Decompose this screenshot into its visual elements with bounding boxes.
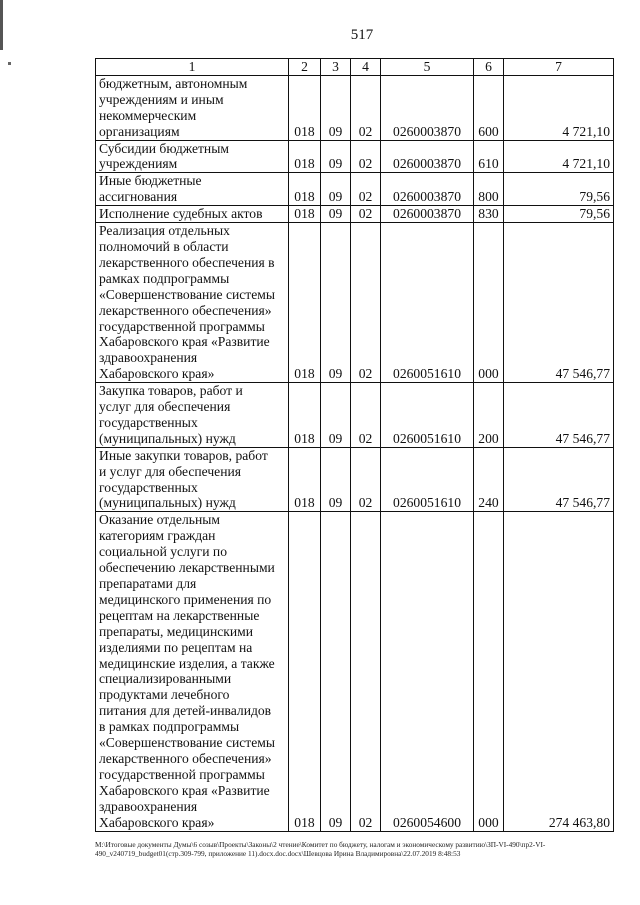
description-line: Субсидии бюджетным — [99, 140, 229, 156]
expense-type-code: 800 — [474, 173, 504, 206]
table-row — [96, 140, 614, 173]
admin-code: 018 — [289, 173, 321, 206]
row-description — [96, 206, 289, 223]
amount-value: 79,56 — [504, 173, 614, 206]
admin-code: 018 — [289, 383, 321, 448]
description-line: «Совершенствование системы — [99, 286, 276, 302]
amount-value: 47 546,77 — [504, 447, 614, 512]
section-code: 09 — [321, 447, 351, 512]
table-header-row — [96, 59, 614, 76]
row-description — [96, 512, 289, 831]
description-line: Хабаровского края» — [99, 366, 215, 382]
table-row — [96, 173, 614, 206]
subsection-code: 02 — [351, 173, 381, 206]
amount-value: 47 546,77 — [504, 223, 614, 383]
description-line: Закупка товаров, работ и — [99, 383, 243, 399]
amount-value: 4 721,10 — [504, 140, 614, 173]
admin-code: 018 — [289, 447, 321, 512]
admin-code: 018 — [289, 140, 321, 173]
row-description — [96, 447, 289, 512]
description-line: организациям — [99, 123, 180, 139]
description-line: (муниципальных) нужд — [99, 495, 236, 511]
description-line: Реализация отдельных — [99, 223, 230, 239]
admin-code: 018 — [289, 206, 321, 223]
description-line: услуг для обеспечения — [99, 399, 231, 415]
description-line: Хабаровского края» — [99, 814, 215, 830]
target-article-code: 0260051610 — [381, 223, 474, 383]
description-line: и услуг для обеспечения — [99, 463, 241, 479]
description-line: Хабаровского края «Развитие — [99, 782, 270, 798]
amount-value: 79,56 — [504, 206, 614, 223]
description-line: категориям граждан — [99, 528, 216, 544]
description-line: Иные бюджетные — [99, 173, 202, 189]
budget-table — [95, 58, 614, 832]
description-line: ассигнования — [99, 189, 178, 205]
page-number: 517 — [350, 27, 374, 43]
column-header: 6 — [474, 59, 504, 76]
column-header: 2 — [289, 59, 321, 76]
description-line: учреждениям — [99, 156, 178, 172]
expense-type-code: 610 — [474, 140, 504, 173]
description-line: рецептам на лекарственные — [99, 607, 260, 623]
section-code: 09 — [321, 512, 351, 831]
subsection-code: 02 — [351, 383, 381, 448]
table-row — [96, 75, 614, 140]
target-article-code: 0260054600 — [381, 512, 474, 831]
description-line: некоммерческим — [99, 107, 197, 123]
section-code: 09 — [321, 140, 351, 173]
description-line: лекарственного обеспечения» — [99, 750, 272, 766]
expense-type-code: 000 — [474, 512, 504, 831]
section-code: 09 — [321, 383, 351, 448]
column-header: 1 — [96, 59, 289, 76]
footer-line: М:\Итоговые документы Думы\6 созыв\Проекты\Законы\2 чтение\Комитет по бюджету, налогам и экономическому развитию\ЗП-VI-490\пр2-VI- — [95, 840, 546, 849]
description-line: лекарственного обеспечения в — [99, 254, 275, 270]
subsection-code: 02 — [351, 512, 381, 831]
document-footer-path — [95, 840, 615, 858]
description-line: государственных — [99, 414, 198, 430]
column-header: 7 — [504, 59, 614, 76]
description-line: продуктами лечебного — [99, 687, 230, 703]
description-line: медицинского применения по — [99, 591, 272, 607]
row-description — [96, 223, 289, 383]
section-code: 09 — [321, 223, 351, 383]
amount-value: 4 721,10 — [504, 75, 614, 140]
description-line: здравоохранения — [99, 798, 198, 814]
expense-type-code: 830 — [474, 206, 504, 223]
section-code: 09 — [321, 206, 351, 223]
description-line: специализированными — [99, 671, 232, 687]
expense-type-code: 240 — [474, 447, 504, 512]
column-header: 3 — [321, 59, 351, 76]
table-row — [96, 512, 614, 831]
subsection-code: 02 — [351, 447, 381, 512]
table-body — [96, 75, 614, 831]
description-line: «Совершенствование системы — [99, 735, 276, 751]
target-article-code: 0260003870 — [381, 75, 474, 140]
row-description — [96, 140, 289, 173]
row-description — [96, 75, 289, 140]
description-line: Хабаровского края «Развитие — [99, 334, 270, 350]
description-line: (муниципальных) нужд — [99, 430, 236, 446]
description-line: государственной программы — [99, 318, 265, 334]
admin-code: 018 — [289, 512, 321, 831]
table-row — [96, 206, 614, 223]
subsection-code: 02 — [351, 140, 381, 173]
description-line: государственных — [99, 479, 198, 495]
table-row — [96, 447, 614, 512]
expense-type-code: 000 — [474, 223, 504, 383]
row-description — [96, 383, 289, 448]
scan-dot-mark — [8, 62, 11, 65]
description-line: Исполнение судебных актов — [99, 206, 263, 222]
subsection-code: 02 — [351, 75, 381, 140]
target-article-code: 0260003870 — [381, 173, 474, 206]
expense-type-code: 200 — [474, 383, 504, 448]
description-line: полномочий в области — [99, 238, 229, 254]
description-line: лекарственного обеспечения» — [99, 302, 272, 318]
description-line: государственной программы — [99, 766, 265, 782]
target-article-code: 0260003870 — [381, 206, 474, 223]
description-line: медицинские изделия, а также — [99, 655, 275, 671]
description-line: Иные закупки товаров, работ — [99, 447, 268, 463]
footer-line: 490_v240719_budget01(стр.309-799, приложение 11).docx.doc.docx\Шевцова Ирина Владимировна\22.07.2019 8:48:53 — [95, 849, 461, 858]
subsection-code: 02 — [351, 223, 381, 383]
column-header: 4 — [351, 59, 381, 76]
target-article-code: 0260051610 — [381, 383, 474, 448]
description-line: препараты, медицинскими — [99, 623, 254, 639]
description-line: питания для детей-инвалидов — [99, 703, 272, 719]
table-row — [96, 383, 614, 448]
description-line: социальной услуги по — [99, 544, 227, 560]
target-article-code: 0260003870 — [381, 140, 474, 173]
description-line: препаратами для — [99, 576, 197, 591]
target-article-code: 0260051610 — [381, 447, 474, 512]
admin-code: 018 — [289, 75, 321, 140]
section-code: 09 — [321, 75, 351, 140]
description-line: рамках подпрограммы — [99, 270, 230, 286]
description-line: Оказание отдельным — [99, 512, 220, 528]
description-line: изделиями по рецептам на — [99, 639, 253, 655]
table-row — [96, 223, 614, 383]
section-code: 09 — [321, 173, 351, 206]
row-description — [96, 173, 289, 206]
description-line: учреждениям и иным — [99, 91, 224, 107]
amount-value: 47 546,77 — [504, 383, 614, 448]
subsection-code: 02 — [351, 206, 381, 223]
column-header: 5 — [381, 59, 474, 76]
description-line: в рамках подпрограммы — [99, 719, 240, 735]
description-line: обеспечению лекарственными — [99, 560, 275, 576]
amount-value: 274 463,80 — [504, 512, 614, 831]
admin-code: 018 — [289, 223, 321, 383]
expense-type-code: 600 — [474, 75, 504, 140]
description-line: бюджетным, автономным — [99, 75, 248, 91]
description-line: здравоохранения — [99, 350, 198, 366]
